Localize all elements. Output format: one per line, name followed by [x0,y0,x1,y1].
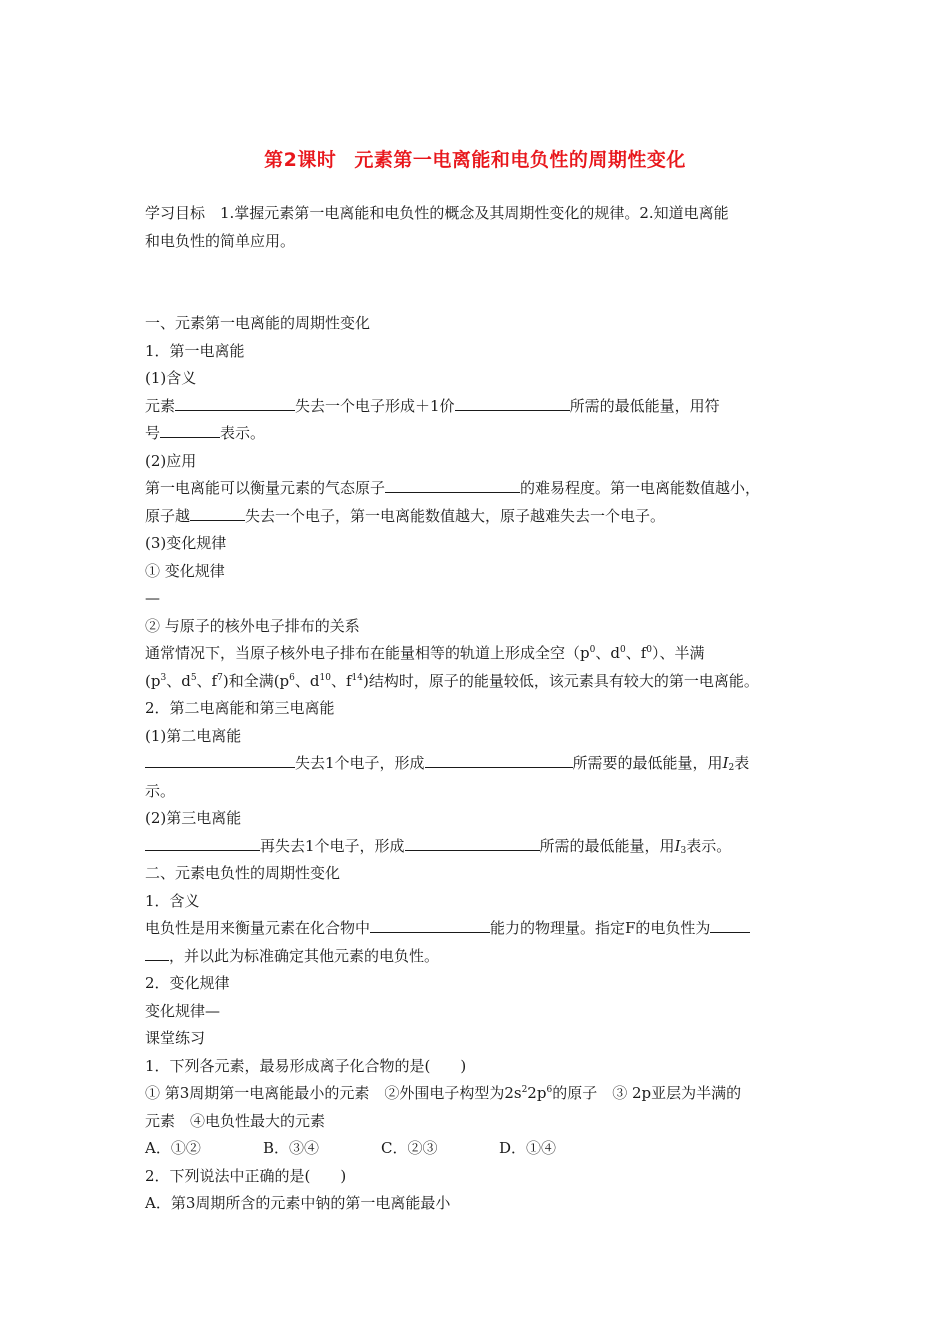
symbol: I [722,754,729,772]
text: 失去一个电子，第一电离能数值越大，原子越难失去一个电子。 [245,506,666,525]
text: 的原子 ③ 2p亚层为半满的 [552,1084,742,1102]
text: ① 第3周期第一电离能最小的元素 ②外围电子构型为2s [145,1084,522,1102]
text: 2p [527,1084,547,1102]
question-2-option-a[interactable]: A．第3周期所含的元素中钠的第一电离能最小 [145,1194,451,1212]
subheading-first-ionization: 1．第一电离能 [145,341,245,360]
superscript: 0 [619,645,626,655]
superscript: 0 [646,645,652,655]
electronegativity-rule: 变化规律— [145,1001,221,1020]
superscript: 2 [521,1085,528,1095]
text: 、d [294,671,320,690]
superscript: 5 [190,672,197,683]
rule-item-1: ① 变化规律 [145,561,225,580]
second-ionization-heading: (1)第二电离能 [145,726,242,745]
text: 、f [625,644,647,662]
fill-blank[interactable] [160,420,220,438]
text: 、f [330,671,352,690]
text: 表示。 [220,424,266,442]
superscript: 10 [319,672,331,683]
text: 元素 [145,396,176,415]
application-line-1 [145,475,810,503]
text: 能力的物理量。指定F的电负性为 [490,919,711,937]
meaning-line-1 [145,393,810,421]
rule-dash: — [145,589,160,607]
rule-heading: (3)变化规律 [145,534,227,552]
text: (p [145,671,161,690]
question-1-options [145,1135,810,1163]
electronegativity-meaning-heading: 1．含义 [145,891,200,910]
subscript: 3 [680,845,687,856]
text: )和全满(p [222,671,290,690]
question-1: 1．下列各元素，最易形成离子化合物的是( ) [145,1056,467,1075]
superscript: 3 [160,672,167,683]
text: 第一电离能可以衡量元素的气态原子 [145,479,386,497]
exercise-heading: 课堂练习 [145,1029,206,1047]
second-ionization-line-1 [145,750,810,778]
electronegativity-line-1 [145,915,810,943]
option-c[interactable]: C．②③ [381,1139,438,1157]
text: ，并以此为标准确定其他元素的电负性。 [169,946,440,965]
meaning-heading: (1)含义 [145,369,197,387]
learning-goals-line-1: 学习目标 1.掌握元素第一电离能和电负性的概念及其周期性变化的规律。2.知道电离能 [145,204,729,222]
text: 、d [166,671,191,690]
application-heading: (2)应用 [145,451,197,470]
text: 再失去1个电子，形成 [260,836,405,855]
spacer [145,255,810,310]
superscript: 6 [289,672,295,683]
page-title [0,145,950,172]
text: 的难易程度。第一电离能数值越小， [520,479,761,497]
text: 原子越 [145,506,191,525]
meaning-line-2 [145,420,810,448]
third-ionization-line [145,833,810,861]
relation-line-2 [145,668,810,696]
question-1-conditions [145,1080,810,1108]
fill-blank[interactable] [370,915,490,933]
text: 表 [734,754,750,772]
learning-goals-line-2: 和电负性的简单应用。 [145,231,296,250]
fill-blank[interactable] [710,915,750,933]
subheading-second-third: 2．第二电离能和第三电离能 [145,699,335,717]
text: 失去1个电子，形成 [295,754,425,772]
text: )结构时，原子的能量较低，该元素具有较大的第一电离能。 [362,671,759,690]
electronegativity-line-2 [145,943,810,971]
text: 电负性是用来衡量元素在化合物中 [145,919,371,937]
text: ）、半满 [651,644,705,662]
fill-blank[interactable] [175,393,295,411]
third-ionization-heading: (2)第三电离能 [145,809,242,827]
section-heading-ionization: 一、元素第一电离能的周期性变化 [145,314,371,332]
fill-blank[interactable] [455,393,570,411]
option-b[interactable]: B．③④ [263,1139,320,1157]
text: 表示。 [686,836,732,855]
question-1-conditions-2: 元素 ④电负性最大的元素 [145,1111,326,1130]
text: 所需的最低能量，用符 [569,396,720,415]
fill-blank[interactable] [145,943,169,961]
text: 、f [196,671,218,690]
electronegativity-rule-heading: 2．变化规律 [145,974,230,992]
question-2: 2．下列说法中正确的是( ) [145,1166,347,1185]
text: 、d [595,644,620,662]
fill-blank[interactable] [385,475,520,493]
fill-blank[interactable] [190,503,245,521]
rule-item-2: ② 与原子的核外电子排布的关系 [145,616,360,635]
superscript: 7 [217,672,223,683]
text: 通常情况下，当原子核外电子排布在能量相等的轨道上形成全空（p [145,644,590,662]
fill-blank[interactable] [145,750,295,768]
document-body [145,200,810,1218]
superscript: 6 [546,1085,553,1095]
superscript: 14 [351,672,363,683]
second-ionization-line-2: 示。 [145,781,176,800]
text: 号 [145,424,161,442]
subscript: 2 [728,763,735,773]
option-a[interactable]: A．①② [145,1139,201,1157]
title-topic: 元素第一电离能和电负性的周期性变化 [354,149,686,171]
text: 所需的最低能量，用 [539,836,675,855]
application-line-2 [145,503,810,531]
fill-blank[interactable] [405,833,540,851]
symbol: I [674,836,681,855]
title-lesson: 第2课时 [264,149,337,171]
option-d[interactable]: D．①④ [499,1139,557,1157]
text: 失去一个电子形成＋1价 [295,396,455,415]
section-heading-electronegativity: 二、元素电负性的周期性变化 [145,864,341,882]
relation-line-1 [145,640,810,668]
fill-blank[interactable] [425,750,573,768]
superscript: 0 [589,645,596,655]
fill-blank[interactable] [145,833,260,851]
text: 所需要的最低能量，用 [572,754,723,772]
